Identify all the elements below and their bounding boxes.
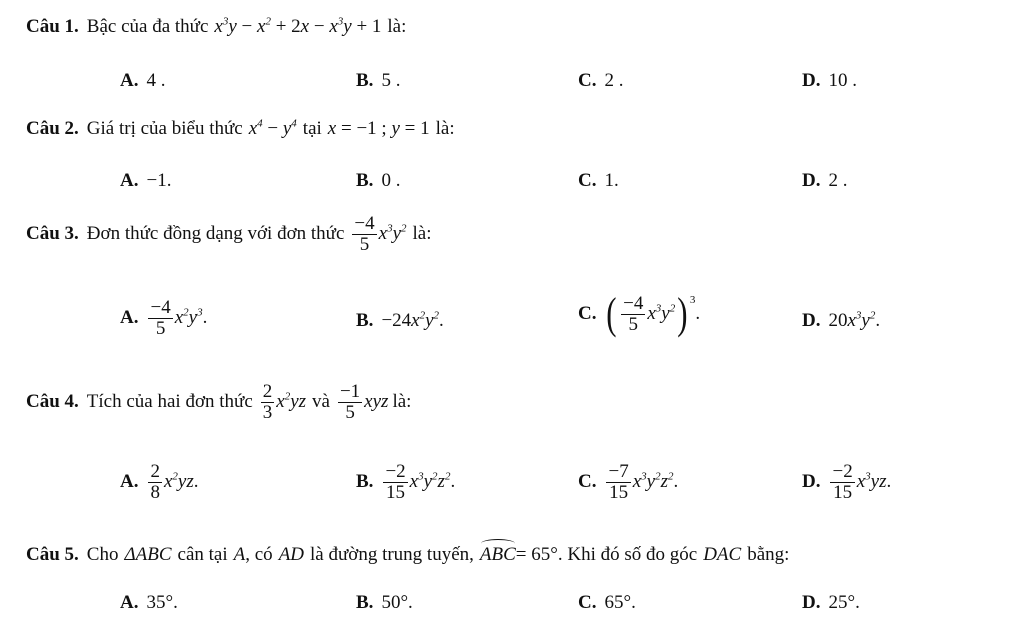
question-2 xyxy=(26,118,455,140)
q4-option-c[interactable]: C. $\frac{-7}{15}$ $x^3y^2z^2$ . xyxy=(578,461,679,503)
q1-option-d[interactable]: D. 10 . xyxy=(802,70,857,91)
question-4-label: Câu 4. xyxy=(26,391,79,413)
q3-option-c[interactable]: C. ( $\frac{-4}{5}$ $x^3y^2$ ) $^3$ . xyxy=(578,289,701,338)
q3-option-a[interactable]: A. $\frac{-4}{5}$ $x^2y^3$ . xyxy=(120,297,208,339)
q4-option-d[interactable]: D. $\frac{-2}{15}$ $x^3yz$ . xyxy=(802,461,892,503)
q1-option-c[interactable]: C. 2 . xyxy=(578,70,624,91)
q5-option-c[interactable]: C. 65°. xyxy=(578,592,636,613)
q2-option-d[interactable]: D. 2 . xyxy=(802,170,848,191)
q2-option-a[interactable]: A. −1. xyxy=(120,170,172,191)
question-4-fraction-1: $\frac{2}{3}$ xyxy=(262,381,273,423)
angle-abc: ABC xyxy=(479,544,516,565)
question-4-vars-1: $x^2yz$ xyxy=(276,391,307,413)
question-4-suffix: là: xyxy=(392,391,412,413)
triangle-abc: ΔABC xyxy=(124,544,172,565)
q3-option-d[interactable]: D. 20 $x^3y^2$ . xyxy=(802,309,881,331)
question-4-text: Tích của hai đơn thức xyxy=(86,391,253,413)
question-3 xyxy=(26,214,432,255)
q2-option-b[interactable]: B. 0 . xyxy=(356,170,401,191)
question-1-suffix: là: xyxy=(387,16,407,37)
question-2-expression: $x^4 - y^4$ xyxy=(248,117,297,139)
q4-option-b[interactable]: B. $\frac{-2}{15}$ $x^3y^2z^2$ . xyxy=(356,461,456,503)
question-3-text: Đơn thức đồng dạng với đơn thức xyxy=(86,223,345,245)
question-3-vars: $x^3y^2$ xyxy=(378,223,407,245)
question-5-label: Câu 5. xyxy=(26,544,79,565)
question-1-expression: $x^3y - x^2 + 2x - x^3y + 1$ xyxy=(214,15,382,37)
question-4-fraction-2: $\frac{-1}{5}$ xyxy=(339,381,361,423)
question-2-condition: x = −1 ; y = 1 xyxy=(327,118,430,139)
question-4 xyxy=(26,382,411,423)
question-2-suffix: là: xyxy=(435,118,455,139)
q5-option-b[interactable]: B. 50°. xyxy=(356,592,413,613)
question-4-and: và xyxy=(312,391,330,413)
q3-option-b[interactable]: B. −24 $x^2y^2$ . xyxy=(356,309,444,331)
q5-option-a[interactable]: A. 35°. xyxy=(120,592,178,613)
q2-option-c[interactable]: C. 1. xyxy=(578,170,619,191)
q4-option-a[interactable]: A. $\frac{2}{8}$ $x^2yz$ . xyxy=(120,461,199,503)
question-4-vars-2: xyz xyxy=(364,391,389,413)
q1-option-a[interactable]: A. 4 . xyxy=(120,70,166,91)
q1-option-b[interactable]: B. 5 . xyxy=(356,70,401,91)
question-2-label: Câu 2. xyxy=(26,118,79,139)
question-3-suffix: là: xyxy=(412,223,432,245)
question-2-mid: tại xyxy=(302,118,322,139)
question-3-label: Câu 3. xyxy=(26,223,79,245)
q5-option-d[interactable]: D. 25°. xyxy=(802,592,860,613)
question-1 xyxy=(26,16,406,38)
question-3-fraction: $\frac{-4}{5}$ xyxy=(354,213,375,255)
question-2-text: Giá trị của biểu thức xyxy=(86,118,243,139)
question-5: Câu 5. Cho ΔABC cân tại A , có AD là đường trung tuyến, ABC = 65° . Khi đó số đo góc DAC bằng: xyxy=(26,544,790,565)
question-1-text: Bậc của đa thức xyxy=(86,16,209,37)
question-1-label: Câu 1. xyxy=(26,16,79,37)
